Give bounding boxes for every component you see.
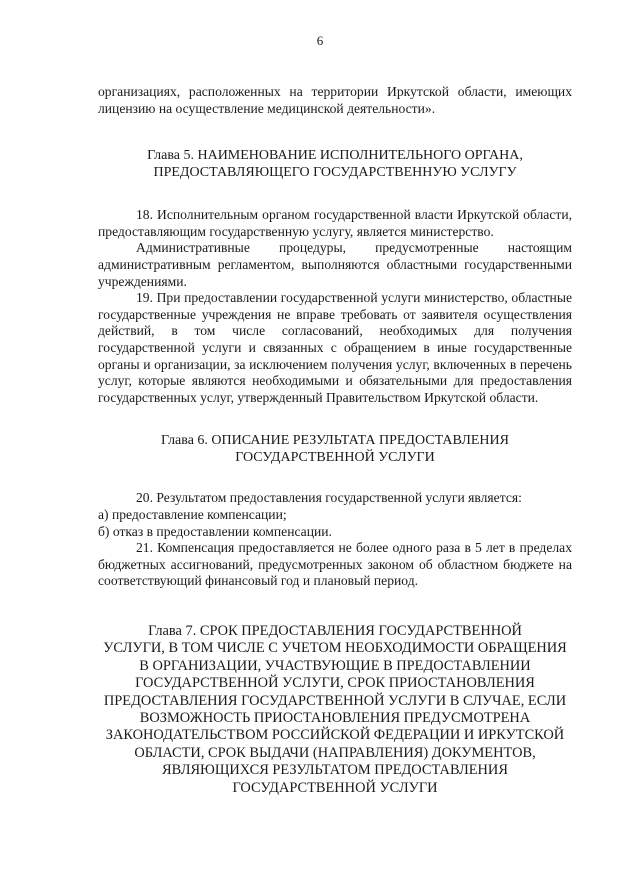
chapter-7-heading-line: ПРЕДОСТАВЛЕНИЯ ГОСУДАРСТВЕННОЙ УСЛУГИ В СЛУЧАЕ, ЕСЛИ: [103, 692, 567, 709]
chapter-7-heading-line: В ОРГАНИЗАЦИИ, УЧАСТВУЮЩИЕ В ПРЕДОСТАВЛЕНИИ: [139, 657, 531, 674]
paragraph-18-procedures: Административные процедуры, предусмотренные настоящим административным регламентом, выполняются областными государственными учреждениями.: [98, 240, 572, 289]
paragraph-21: 21. Компенсация предоставляется не более одного раза в 5 лет в пределах бюджетных ассигнований, предусмотренных законом об областном бюджете на соответствующий финансовый год и плановый период.: [98, 540, 572, 589]
page-content: [98, 84, 572, 797]
list-item-b: б) отказ в предоставлении компенсации.: [98, 523, 332, 539]
list-item-a: а) предоставление компенсации;: [98, 506, 287, 522]
chapter-5-heading-line-1: Глава 5. НАИМЕНОВАНИЕ ИСПОЛНИТЕЛЬНОГО ОРГАНА,: [147, 148, 523, 164]
chapter-5-heading: [98, 147, 572, 181]
chapter-7-heading-line: ЗАКОНОДАТЕЛЬСТВОМ РОССИЙСКОЙ ФЕДЕРАЦИИ И ИРКУТСКОЙ: [105, 727, 565, 744]
chapter-7-heading: [98, 623, 572, 797]
chapter-7-heading-line: УСЛУГИ, В ТОМ ЧИСЛЕ С УЧЕТОМ НЕОБХОДИМОСТИ ОБРАЩЕНИЯ: [103, 640, 567, 657]
chapter-7-heading-line: ГОСУДАРСТВЕННОЙ УСЛУГИ, СРОК ПРИОСТАНОВЛЕНИЯ: [135, 675, 535, 692]
chapter-6-heading-line-1: Глава 6. ОПИСАНИЕ РЕЗУЛЬТАТА ПРЕДОСТАВЛЕНИЯ: [161, 433, 509, 449]
chapter-7-heading-line: ГОСУДАРСТВЕННОЙ УСЛУГИ: [232, 779, 438, 796]
intro-paragraph: организациях, расположенных на территории Иркутской области, имеющих лицензию на осуществление медицинской деятельности».: [98, 84, 572, 116]
chapter-6-heading: [98, 432, 572, 466]
chapter-7-heading-line: ЯВЛЯЮЩИХСЯ РЕЗУЛЬТАТОМ ПРЕДОСТАВЛЕНИЯ: [162, 762, 508, 779]
paragraph-20: 20. Результатом предоставления государственной услуги является:: [136, 490, 522, 506]
paragraph-19: 19. При предоставлении государственной услуги министерство, областные государственные учреждения не вправе требовать от заявителя осуществления действий, в том числе согласований, необходимых для получения государственной услуги и связанных с обращением в иные государственные органы и организации, за исключением получения услуг, включенных в перечень услуг, которые являются необходимыми и обязательными для предоставления государственных услуг, утвержденный Правительством Иркутской области.: [98, 290, 572, 405]
chapter-5-heading-line-2: ПРЕДОСТАВЛЯЮЩЕГО ГОСУДАРСТВЕННУЮ УСЛУГУ: [153, 165, 517, 181]
chapter-7-heading-line: ВОЗМОЖНОСТЬ ПРИОСТАНОВЛЕНИЯ ПРЕДУСМОТРЕНА: [139, 709, 531, 726]
chapter-7-heading-line: ОБЛАСТИ, СРОК ВЫДАЧИ (НАПРАВЛЕНИЯ) ДОКУМЕНТОВ,: [134, 744, 536, 761]
chapter-6-heading-line-2: ГОСУДАРСТВЕННОЙ УСЛУГИ: [235, 450, 435, 466]
paragraph-18: 18. Исполнительным органом государственной власти Иркутской области, предоставляющим государственную услугу, является министерство.: [98, 207, 572, 239]
chapter-7-heading-line: Глава 7. СРОК ПРЕДОСТАВЛЕНИЯ ГОСУДАРСТВЕННОЙ: [148, 622, 522, 639]
page-number: 6: [316, 33, 324, 48]
